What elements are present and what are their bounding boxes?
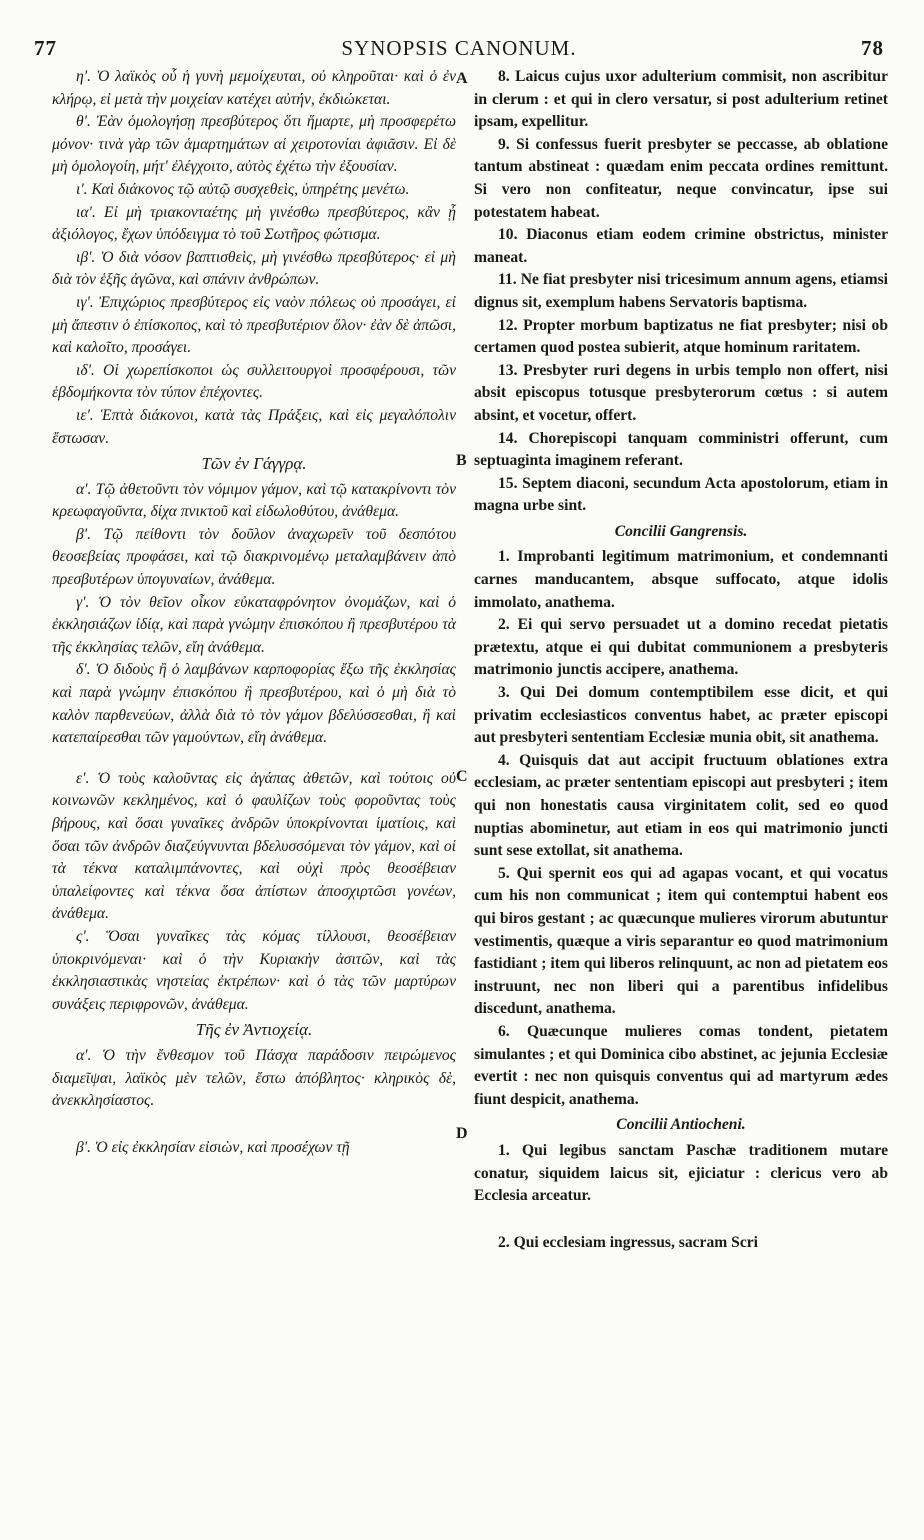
greek-canon: δ'. Ὁ διδοὺς ἢ ὁ λαμβάνων καρποφορίας ἔξω τῆς ἐκκλησίας καὶ παρὰ γνώμην ἐπισκόπου ἢ πρεσβυτέρου, καὶ ὁ μὴ διὰ τὸ καλὸν παρθενεύων, ἀλλὰ διὰ τὸ τὸν γάμον βδελύσσεσθαι, ἢ καὶ κατεπαίρεσθαι τῶν γαμούντων, εἴη ἀνάθεμα. (52, 661, 456, 747)
greek-canon: β'. Τῷ πείθοντι τὸν δοῦλον ἀναχωρεῖν τοῦ δεσπότου θεοσεβείας προφάσει, καὶ τῷ διακρινομένῳ μεταλαμβάνειν ἀπὸ πρεσβυτέρων ὑπογυναίων, ἀνάθεμα. (52, 525, 456, 589)
greek-canon: θ'. Ἐὰν ὁμολογήσῃ πρεσβύτερος ὅτι ἥμαρτε, μὴ προσφερέτω μόνον· τινὰ γὰρ τῶν ἁμαρτημάτων αἱ χειροτονίαι ἀφιᾶσιν. Εἰ δὲ μὴ ὁμολογοίη, μήτ' ἐλέγχοιτο, αὐτὸς ἐχέτω τὴν ἐξουσίαν. (52, 113, 456, 176)
spacer (52, 1113, 456, 1137)
section-heading-antioch: Τῆς ἐν Ἀντιοχείᾳ. (195, 1020, 313, 1040)
section-heading-gangrensis: Concilii Gangrensis. (614, 522, 748, 540)
latin-canon: 3. Qui Dei domum contemptibilem esse dicit, et qui privatim ecclesiasticos conventus habet, ac præter episcopi aut presbyteri sententiam Ecclesiæ munia obit, sit anathema. (474, 684, 888, 747)
latin-canon: 15. Septem diaconi, secundum Acta apostolorum, etiam in magna urbe sint. (474, 474, 888, 515)
greek-canon: ιδ'. Οἱ χωρεπίσκοποι ὡς συλλειτουργοὶ προσφέρουσι, τῶν ἑβδομήκοντα τὸν τύπον ἐπέχοντες. (52, 361, 456, 402)
latin-canon: 5. Qui spernit eos qui ad agapas vocant, et qui vocatus cum his non communicat ; item qui contemptui habent eos qui biros gestant ; ac quæcunque mulieres virorum abutuntur vestimentis, quæque a viris separantur eo quod matrimonium fastidiant ; item qui liberos relinquunt, ac non ad pietatem eos instruunt, nec non liberi qui a parentibus infidelibus discedunt, anathema. (474, 864, 888, 1018)
margin-marker-c: C (456, 768, 468, 785)
greek-canon: ιγ'. Ἐπιχώριος πρεσβύτερος εἰς ναὸν πόλεως οὐ προσάγει, εἰ μὴ ἄπεστιν ὁ ἐπίσκοπος, καὶ τὸ πρεσβυτέριον ὅλον· ἐὰν δὲ ἀπῶσι, καὶ καλοῖτο, προσάγει. (52, 293, 456, 357)
greek-canon: ια'. Εἰ μὴ τριακονταέτης μὴ γινέσθω πρεσβύτερος, κἂν ᾖ ἀξιόλογος, ἔχων ὑπόδειγμα τὸ τοῦ Σωτῆρος φώτισμα. (52, 203, 456, 244)
greek-canon: η'. Ὁ λαϊκὸς οὗ ἡ γυνὴ μεμοίχευται, οὐ κληροῦται· καὶ ὁ ἐν κλήρῳ, εἰ μετὰ τὴν μοιχείαν κατέχει αὐτήν, ἐκδιώκεται. (52, 68, 456, 108)
running-header (34, 36, 884, 60)
greek-canon: ι'. Καὶ διάκονος τῷ αὐτῷ συσχεθεὶς, ὑπηρέτης μενέτω. (76, 180, 410, 198)
latin-canon: 14. Chorepiscopi tanquam comministri offerunt, cum septuaginta imaginem referant. (474, 429, 888, 470)
latin-canon: 2. Ei qui servo persuadet ut a domino recedat pietatis prætextu, atque ei qui dubitat communionem a presbyteris matrimonio junctis accipere, anathema. (474, 616, 888, 679)
section-heading-gangra: Τῶν ἐν Γάγγρᾳ. (201, 454, 307, 474)
latin-canon: 4. Quisquis dat aut accipit fructuum oblationes extra ecclesiam, ac præter sententiam episcopi aut presbyteri ; item qui non honestatis causa virginitatem colit, sed eo quod nuptias abominetur, aut etiam in eos qui matrimonio juncti sunt sese extollat, sit anathema. (474, 751, 888, 860)
greek-canon: ς'. Ὅσαι γυναῖκες τὰς κόμας τίλλουσι, θεοσέβειαν ὑποκρινόμεναι· καὶ ὁ τὴν Κυριακὴν ἀσιτῶν, καὶ τὰς ἐκκλησιαστικὰς νηστείας ἐκτρέπων· καὶ ὁ τὰς τῶν μαρτύρων συνάξεις περιφρονῶν, ἀνάθεμα. (52, 927, 456, 1013)
latin-canon: 13. Presbyter ruri degens in urbis templo non offert, nisi absit episcopus totusque presbyterorum cœtus : si autem absint, et vocetur, offert. (474, 361, 888, 424)
latin-canon: 9. Si confessus fuerit presbyter se peccasse, ab oblatione tantum abstineat : quædam enim peccata ordines remittunt. Si vero non confiteatur, neque convincatur, ipse sui potestatem habeat. (474, 135, 888, 221)
latin-canon: 8. Laicus cujus uxor adulterium commisit, non ascribitur in clerum : et qui in clero versatur, si post adulterium retinet ipsam, expellitur. (474, 68, 888, 131)
latin-column (474, 66, 888, 1254)
greek-canon: β'. Ὁ εἰς ἐκκλησίαν εἰσιὼν, καὶ προσέχων τῇ (76, 1138, 350, 1156)
greek-canon: γ'. Ὁ τὸν θεῖον οἶκον εὐκαταφρόνητον ὀνομάζων, καὶ ὁ ἐκκλησιάζων ἰδίᾳ, καὶ παρὰ γνώμην ἐπισκόπου ἢ πρεσβυτέρου τὰ τῆς ἐκκλησίας τελῶν, εἴη ἀνάθεμα. (52, 593, 456, 656)
latin-canon: 6. Quæcunque mulieres comas tondent, pietatem simulantes ; et qui Dominica cibo abstinet, ac jejunia Ecclesiæ evertit : nec non quisquis conventus qui ad martyrum ædes fiunt despicit, anathema. (474, 1022, 888, 1108)
greek-canon: α'. Ὁ τὴν ἔνθεσμον τοῦ Πάσχα παράδοσιν πειρώμενος διαμεῖψαι, λαϊκὸς μὲν τελῶν, ἔστω ἀπόβλητος· κληρικὸς δὲ, ἀνεκκλησίαστος. (52, 1046, 456, 1110)
running-title: SYNOPSIS CANONUM. (341, 36, 577, 60)
latin-canon: 11. Ne fiat presbyter nisi tricesimum annum agens, etiamsi dignus sit, exemplum habens Servatoris baptisma. (474, 271, 888, 311)
page-number-right: 78 (861, 36, 884, 60)
margin-marker-a: A (456, 70, 468, 87)
margin-marker-d: D (456, 1125, 468, 1142)
latin-canon: 1. Qui legibus sanctam Paschæ traditionem mutare conatur, siquidem laicus sit, ejiciatur : clericus vero ab Ecclesia arceatur. (474, 1141, 888, 1205)
greek-canon: ιε'. Ἑπτὰ διάκονοι, κατὰ τὰς Πράξεις, καὶ εἰς μεγαλόπολιν ἔστωσαν. (52, 406, 456, 447)
greek-canon: ε'. Ὁ τοὺς καλοῦντας εἰς ἀγάπας ἀθετῶν, καὶ τούτοις οὐ κοινωνῶν κεκλημένος, καὶ ὁ φαυλίζων τοὺς φοροῦντας τοὺς βήρους, καὶ ὅσαι γυναῖκες ἀνδρῶν ὑποκρίνονται ἱματίοις, καὶ ὅσαι τῶν ἀνδρῶν διαζεύγνυνται βδελυσσόμεναι τὸν γάμον, καὶ οἱ τὰ τέκνα καταλιμπάνοντες, καὶ οὐχὶ πρὸς θεοσέβειαν ὑπαλείφοντες καὶ τέκνα ὅσα ἀπίστων ἀποσχιρτῶσι γονέων, ἀνάθεμα. (52, 769, 456, 923)
latin-canon: 10. Diaconus etiam eodem crimine obstrictus, minister maneat. (474, 226, 888, 266)
spacer (474, 1208, 888, 1232)
section-heading-antiocheni: Concilii Antiocheni. (616, 1116, 746, 1134)
latin-canon: 1. Improbanti legitimum matrimonium, et condemnanti carnes manducantem, absque suffocato, atque idolis immolato, anathema. (474, 548, 888, 611)
margin-marker-b: B (456, 452, 467, 469)
greek-canon: ιβ'. Ὁ διὰ νόσον βαπτισθεὶς, μὴ γινέσθω πρεσβύτερος· εἰ μὴ διὰ τὸν ἑξῆς ἀγῶνα, καὶ σπάνιν ἀνθρώπων. (52, 248, 456, 289)
latin-canon: 12. Propter morbum baptizatus ne fiat presbyter; nisi ob certamen quod postea subierit, atque hominum raritatem. (474, 316, 888, 357)
greek-column (52, 66, 456, 1159)
spacer (52, 750, 456, 768)
latin-canon: 2. Qui ecclesiam ingressus, sacram Scri (498, 1233, 759, 1251)
page-number-left: 77 (34, 36, 57, 60)
greek-canon: α'. Τῷ ἀθετοῦντι τὸν νόμιμον γάμον, καὶ τῷ κατακρίνοντι τὸν κρεωφαγοῦντα, δίχα πνικτοῦ καὶ εἰδωλοθύτου, ἀνάθεμα. (52, 480, 456, 521)
